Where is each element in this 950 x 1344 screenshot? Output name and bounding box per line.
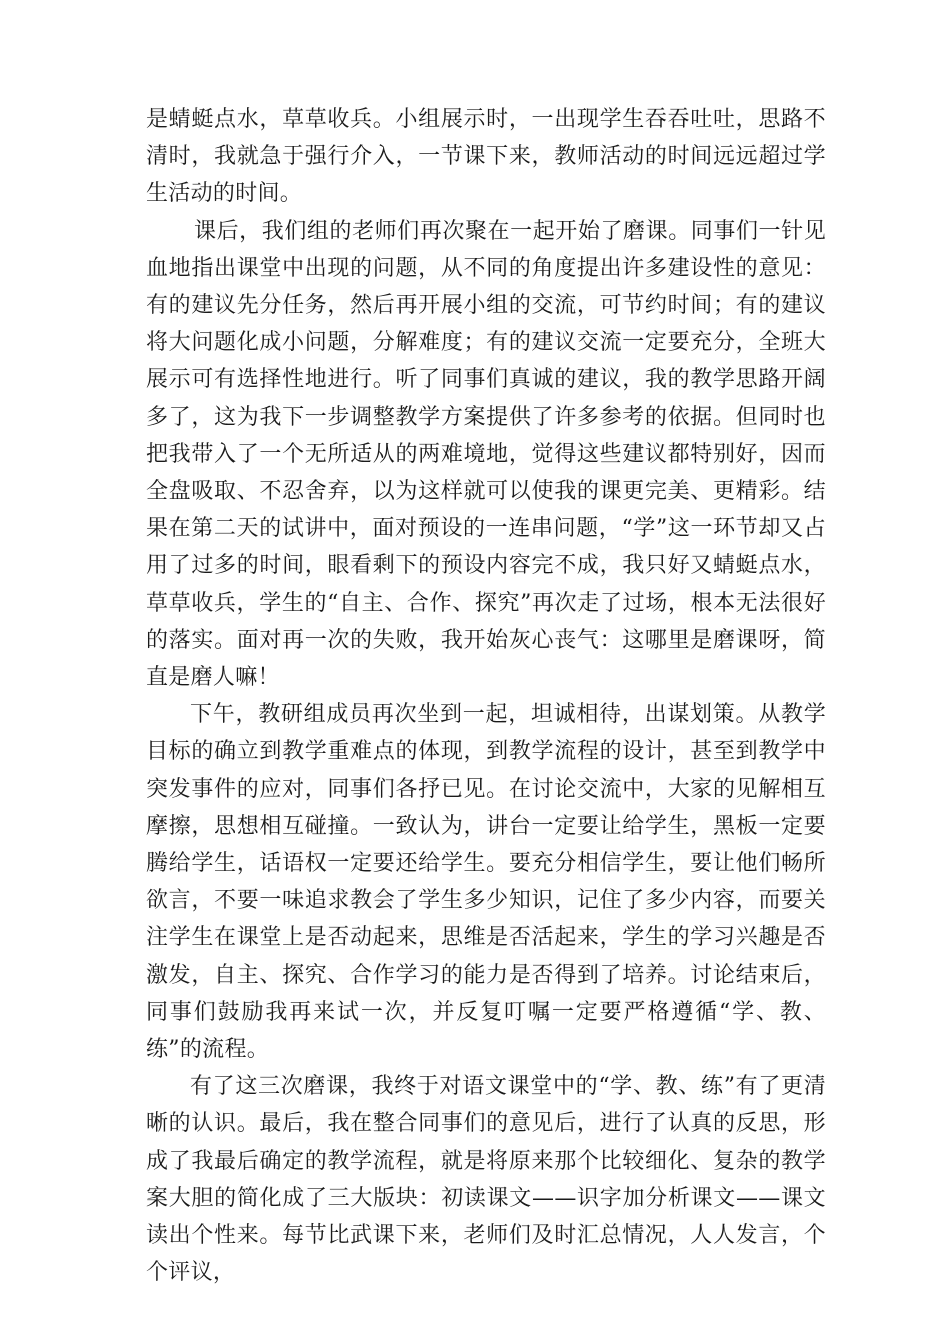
document-body: [146, 101, 826, 1292]
paragraph-continuation: 是蜻蜓点水，草草收兵。小组展示时，一出现学生吞吞吐吐，思路不清时，我就急于强行介入，一节课下来，教师活动的时间远远超过学生活动的时间。: [146, 107, 826, 207]
paragraph-after-class-review: 课后，我们组的老师们再次聚在一起开始了磨课。同事们一针见血地指出课堂中出现的问题，从不同的角度提出许多建设性的意见：有的建议先分任务，然后再开展小组的交流，可节约时间；有的建议将大问题化成小问题，分解难度；有的建议交流一定要充分，全班大展示可有选择性地进行。听了同事们真诚的建议，我的教学思路开阔多了，这为我下一步调整教学方案提供了许多参考的依据。但同时也把我带入了一个无所适从的两难境地，觉得这些建议都特别好，因而全盘吸取、不忍舍弃，以为这样就可以使我的课更完美、更精彩。结果在第二天的试讲中，面对预设的一连串问题，“学”这一环节却又占用了过多的时间，眼看剩下的预设内容完不成，我只好又蜻蜓点水，草草收兵，学生的“自主、合作、探究”再次走了过场，根本无法很好的落实。面对再一次的失败，我开始灰心丧气：这哪里是磨课呀，简直是磨人嘛！: [146, 218, 826, 691]
paragraph-reflection: 有了这三次磨课，我终于对语文课堂中的“学、教、练”有了更清晰的认识。最后，我在整合同事们的意见后，进行了认真的反思，形成了我最后确定的教学流程，就是将原来那个比较细化、复杂的教学案大胆的简化成了三大版块：初读课文——识字加分析课文——课文读出个性来。每节比武课下来，老师们及时汇总情况，人人发言，个个评议，: [146, 1074, 826, 1286]
paragraph-afternoon-discussion: 下午，教研组成员再次坐到一起，坦诚相待，出谋划策。从教学目标的确立到教学重难点的体现，到教学流程的设计，甚至到教学中突发事件的应对，同事们各抒已见。在讨论交流中，大家的见解相互摩擦，思想相互碰撞。一致认为，讲台一定要让给学生，黑板一定要腾给学生，话语权一定要还给学生。要充分相信学生，要让他们畅所欲言，不要一味追求教会了学生多少知识，记住了多少内容，而要关注学生在课堂上是否动起来，思维是否活起来，学生的学习兴趣是否激发，自主、探究、合作学习的能力是否得到了培养。讨论结束后，同事们鼓励我再来试一次，并反复叮嘱一定要严格遵循“学、教、练”的流程。: [146, 702, 826, 1063]
